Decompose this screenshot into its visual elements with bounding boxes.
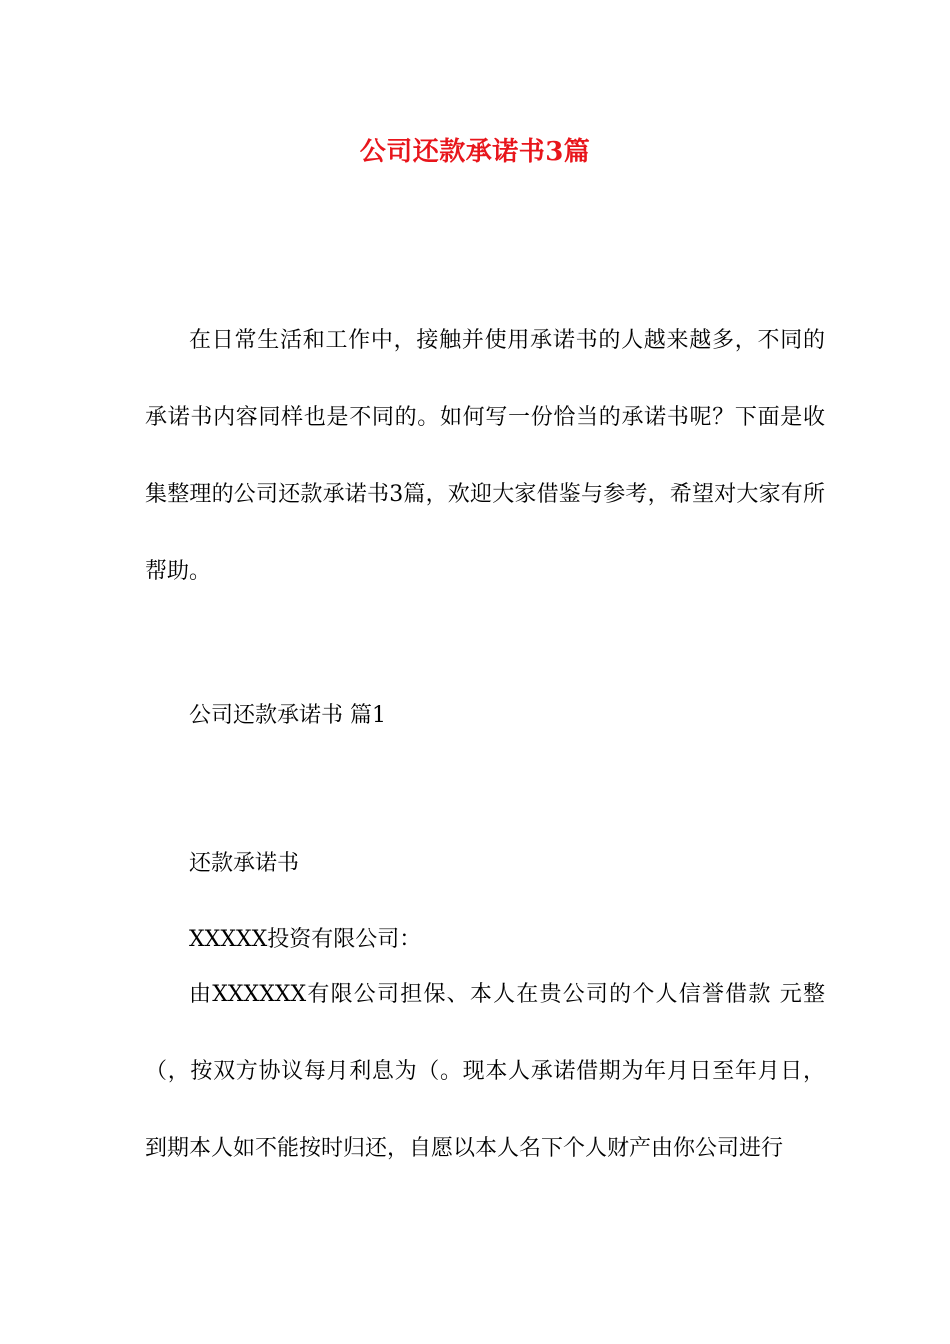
letter-title: 还款承诺书 bbox=[189, 851, 300, 876]
addressee-line: XXXXX投资有限公司： bbox=[189, 927, 422, 952]
intro-paragraph: 在日常生活和工作中，接触并使用承诺书的人越来越多，不同的承诺书内容同样也是不同的。如何写一份恰当的承诺书呢？下面是收集整理的公司还款承诺书3篇，欢迎大家借鉴与参考，希望对大家有所帮助。 bbox=[145, 328, 825, 584]
body-paragraph: 由XXXXXX有限公司担保、本人在贵公司的个人信誉借款 元整（，按双方协议每月利息为（。现本人承诺借期为年月日至年月日，到期本人如不能按时归还，自愿以本人名下个人财产由你公司进行 bbox=[145, 982, 825, 1161]
section-heading-1: 公司还款承诺书 篇1 bbox=[189, 703, 386, 728]
document-title: 公司还款承诺书3篇 bbox=[359, 137, 591, 167]
